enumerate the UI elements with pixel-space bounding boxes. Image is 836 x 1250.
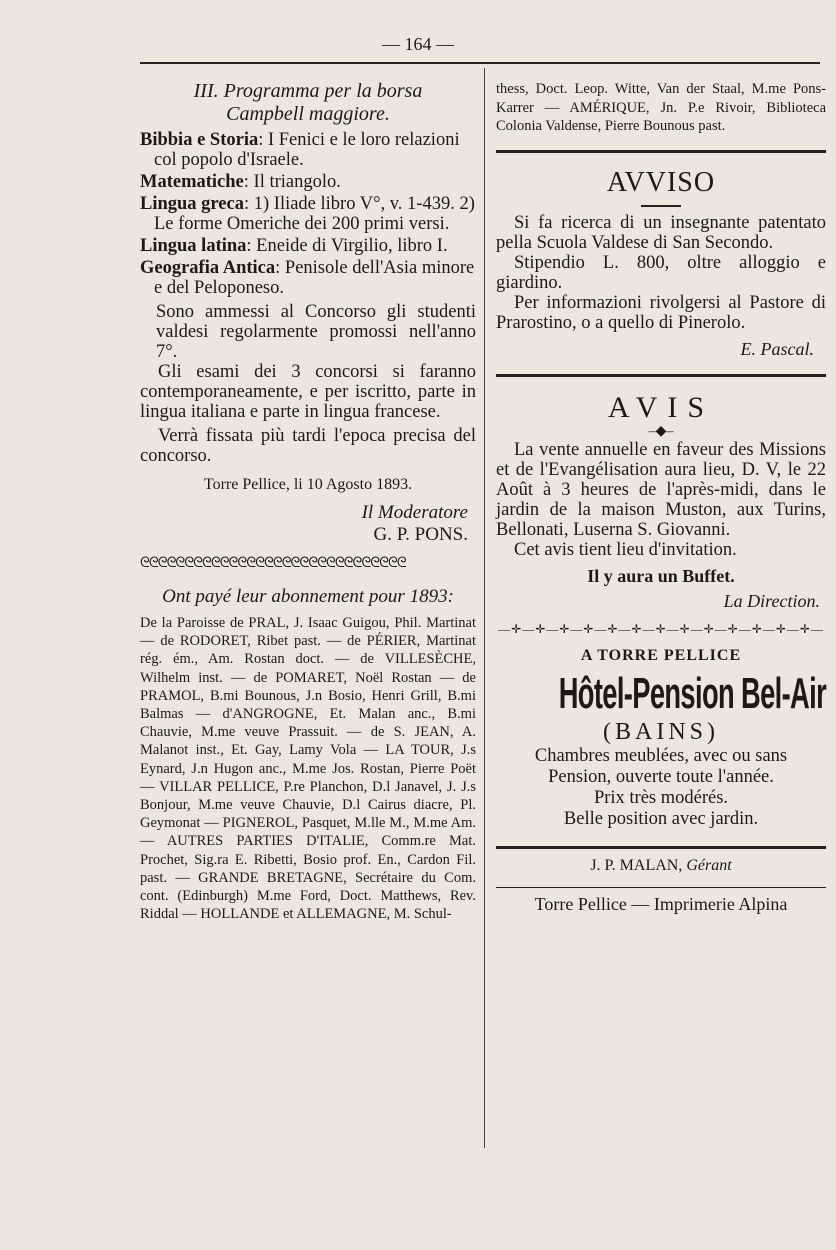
page-number: — 164 — [382, 34, 454, 54]
gerant-role: Gérant [686, 856, 732, 874]
epoch-paragraph: Verrà fissata più tardi l'epoca precisa del concorso. [140, 426, 476, 466]
avviso-paragraph-2: Stipendio L. 800, oltre alloggio e giardino. [496, 252, 826, 293]
subscribers-title: Ont payé leur abonnement pour 1893: [162, 586, 454, 607]
subject-latin [140, 236, 476, 256]
subject-name: Matematiche [140, 172, 244, 192]
hotel-bains: (BAINS) [603, 718, 719, 745]
avis-title: AVIS [607, 390, 715, 424]
header-rule [140, 62, 820, 64]
subject-name: Geografia Antica [140, 258, 276, 278]
gerant-line [496, 857, 826, 875]
gerant-name: J. P. MALAN, [590, 856, 687, 874]
title-underline [641, 205, 681, 207]
avviso-paragraph-3: Per informazioni rivolgersi al Pastore di Prarostino, o a quello di Pinerolo. [496, 292, 826, 333]
avis-ornament: –◆– [648, 423, 674, 439]
avviso-signature: E. Pascal. [740, 338, 814, 359]
column-divider [484, 68, 485, 1148]
subject-text: : Eneide di Virgilio, libro I. [246, 236, 448, 256]
hotel-line-2: Pension, ouverte toute l'année. [548, 766, 774, 787]
left-column [140, 80, 476, 923]
subject-geography [140, 258, 476, 298]
dateline: Torre Pellice, li 10 Agosto 1893. [203, 476, 413, 493]
section-rule [496, 846, 826, 849]
avis-buffet: Il y aura un Buffet. [587, 565, 735, 586]
hotel-line-3: Prix très modérés. [593, 787, 729, 808]
subject-name: Bibbia e Storia [140, 130, 259, 150]
subscribers-list: De la Paroisse de PRAL, J. Isaac Guigou, Phil. Martinat — de RODORET, Ribet past. — de PÉRIER, Martinat rég. ém., Am. Rostan doct. — de VILLESÈCHE, Wilhelm inst. — de POMARET, Noël Rostan — de PRAMOL, B.mi Bounous, J.n Bosio, Henri Grill, B.mi Balmas — d'ANGROGNE, Et. Malan anc., B.mi Chauvie, M.me veuve Prassuit. — de S. JEAN, A. Malanot inst., Et. Gay, Lamy Vola — LA TOUR, J.s Eynard, J.n Hugon anc., M.me Jos. Rostan, Pierre Poët — VILLAR PELLICE, P.re Planchon, D.l Janavel, J. J.s Bonjour, M.me veuve Chauvie, D.l Cairus diacre, Pl. Geymonat — PIGNEROL, Pasquet, M.lle M., M.me Am. — AUTRES PARTIES D'ITALIE, Comm.re Mat. Prochet, Sig.ra E. Ribetti, Bosio prof. En., Cardon Fil. past. — GRANDE BRETAGNE, Secrétaire du Com. cont. (Edinburgh) M.me Ford, Doct. Matthews, Rev. Riddal — HOLLANDE et ALLEMAGNE, M. Schul- [140, 615, 476, 923]
program-title-line-1: III. Programma per la borsa [193, 80, 423, 102]
subject-text: : Il triangolo. [243, 172, 341, 192]
subscribers-continued: thess, Doct. Leop. Witte, Van der Staal, M.me Pons-Karrer — AMÉRIQUE, Jn. P.e Rivoir, Biblioteca Colonia Valdense, Pierre Bounous past. [496, 81, 826, 134]
hotel-name: Hôtel-Pension Bel-Air [558, 668, 827, 718]
avviso-title: AVVISO [606, 166, 716, 198]
subject-name: Lingua greca [140, 194, 244, 214]
avis-paragraph-2: Cet avis tient lieu d'invitation. [514, 539, 737, 560]
subject-text: : 1) Iliade libro V°, v. 1-439. 2) Le forme Omeriche dei 200 primi versi. [154, 194, 475, 234]
avviso-paragraph-1: Si fa ricerca di un insegnante patentato pella Scuola Valdese di San Secondo. [496, 212, 826, 253]
hotel-location: A TORRE PELLICE [580, 646, 742, 664]
hotel-line-4: Belle position avec jardin. [563, 808, 759, 829]
avis-paragraph-1: La vente annuelle en faveur des Missions et de l'Evangélisation aura lieu, D. V, le 22 Août à 3 heures de l'après-midi, dans le jardin de la maison Muston, aux Turins, Bellonati, Luserna S. Giovanni. [496, 439, 826, 540]
subject-name: Lingua latina [140, 236, 247, 256]
ornamental-rule: ᘓᘓᘓᘓᘓᘓᘓᘓᘓᘓᘓᘓᘓᘓᘓᘓᘓᘓᘓᘓᘓᘓᘓᘓᘓᘓᘓᘓᘓᘓ [140, 556, 406, 571]
moderator-title: Il Moderatore [361, 502, 468, 523]
moderator-name: G. P. PONS. [373, 524, 468, 545]
subject-text: : Penisole dell'Asia minore e del Peloponeso. [154, 258, 475, 298]
hotel-line-1: Chambres meublées, avec ou sans [534, 745, 788, 766]
exams-paragraph: Gli esami dei 3 concorsi si faranno contemporaneamente, e per iscritto, parte in lingua italiana e parte in lingua francese. [140, 362, 476, 422]
program-title-line-2: Campbell maggiore. [226, 103, 390, 125]
admitted-paragraph: Sono ammessi al Concorso gli studenti valdesi regolarmente promossi nell'anno 7°. [156, 302, 476, 362]
section-rule [496, 374, 826, 377]
subject-text: : I Fenici e le loro relazioni col popolo d'Israele. [154, 130, 460, 170]
subject-greek [140, 194, 476, 234]
subject-math [140, 172, 476, 192]
subject-bible [140, 130, 476, 170]
avis-signature: La Direction. [723, 590, 820, 611]
printer-imprint: Torre Pellice — Imprimerie Alpina [534, 894, 788, 914]
right-column [496, 80, 826, 915]
imprint-rule [496, 887, 826, 889]
section-rule [496, 150, 826, 153]
cross-ornament-rule: —✛—✛—✛—✛—✛—✛—✛—✛—✛—✛—✛—✛—✛— [498, 621, 824, 636]
